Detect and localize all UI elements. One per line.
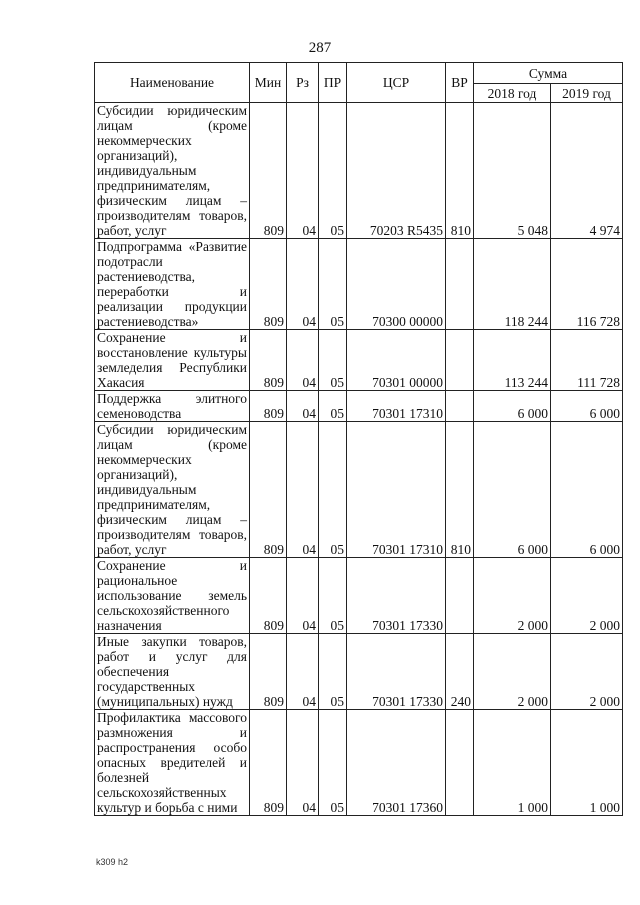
row-amount-2019: 6 000 [551, 422, 623, 558]
row-rz: 04 [287, 103, 319, 239]
row-amount-2018: 1 000 [474, 710, 551, 816]
header-name: Наименование [95, 63, 250, 103]
row-pr: 05 [319, 103, 347, 239]
row-csr: 70301 17360 [347, 710, 446, 816]
table-row [95, 558, 623, 634]
row-name: Субсидии юридическим лицам (кроме некоммерческих организаций), индивидуальным предпринимателям, физическим лицам – производителям товаров, работ, услуг [95, 103, 250, 239]
row-csr: 70301 17310 [347, 391, 446, 422]
table-body [95, 103, 623, 816]
row-csr: 70203 R5435 [347, 103, 446, 239]
row-min: 809 [250, 330, 287, 391]
table-row [95, 330, 623, 391]
header-min: Мин [250, 63, 287, 103]
row-rz: 04 [287, 391, 319, 422]
row-rz: 04 [287, 558, 319, 634]
header-sum: Сумма [474, 63, 623, 84]
row-vr [446, 710, 474, 816]
row-vr: 810 [446, 103, 474, 239]
table-row [95, 710, 623, 816]
row-vr [446, 391, 474, 422]
row-pr: 05 [319, 634, 347, 710]
budget-table [94, 62, 623, 816]
row-name: Профилактика массового размножения и распространения особо опасных вредителей и болезней сельскохозяйственных культур и борьба с ними [95, 710, 250, 816]
row-rz: 04 [287, 239, 319, 330]
row-min: 809 [250, 558, 287, 634]
row-min: 809 [250, 634, 287, 710]
row-name: Субсидии юридическим лицам (кроме некоммерческих организаций), индивидуальным предпринимателям, физическим лицам – производителям товаров, работ, услуг [95, 422, 250, 558]
row-vr [446, 558, 474, 634]
row-amount-2018: 2 000 [474, 634, 551, 710]
row-amount-2019: 6 000 [551, 391, 623, 422]
row-csr: 70301 17330 [347, 634, 446, 710]
row-name: Иные закупки товаров, работ и услуг для обеспечения государственных (муниципальных) нужд [95, 634, 250, 710]
row-amount-2018: 2 000 [474, 558, 551, 634]
row-amount-2018: 6 000 [474, 391, 551, 422]
table-row [95, 391, 623, 422]
row-pr: 05 [319, 710, 347, 816]
row-name: Подпрограмма «Развитие подотрасли растениеводства, переработки и реализации продукции растениеводства» [95, 239, 250, 330]
row-min: 809 [250, 422, 287, 558]
row-amount-2019: 2 000 [551, 634, 623, 710]
row-amount-2018: 118 244 [474, 239, 551, 330]
row-min: 809 [250, 239, 287, 330]
row-name: Сохранение и рациональное использование земель сельскохозяйственного назначения [95, 558, 250, 634]
row-pr: 05 [319, 391, 347, 422]
row-vr: 810 [446, 422, 474, 558]
row-pr: 05 [319, 558, 347, 634]
header-rz: Рз [287, 63, 319, 103]
header-csr: ЦСР [347, 63, 446, 103]
row-csr: 70301 17330 [347, 558, 446, 634]
row-vr [446, 239, 474, 330]
row-csr: 70301 00000 [347, 330, 446, 391]
header-pr: ПР [319, 63, 347, 103]
row-csr: 70301 17310 [347, 422, 446, 558]
header-vr: ВР [446, 63, 474, 103]
row-rz: 04 [287, 422, 319, 558]
footer-code: k309 h2 [96, 857, 129, 867]
row-name: Сохранение и восстановление культуры земледелия Республики Хакасия [95, 330, 250, 391]
header-2019: 2019 год [551, 84, 623, 103]
table-row [95, 634, 623, 710]
table-row [95, 103, 623, 239]
row-pr: 05 [319, 239, 347, 330]
row-amount-2018: 113 244 [474, 330, 551, 391]
row-vr [446, 330, 474, 391]
row-rz: 04 [287, 330, 319, 391]
table-row [95, 239, 623, 330]
row-min: 809 [250, 710, 287, 816]
row-amount-2019: 111 728 [551, 330, 623, 391]
row-amount-2019: 116 728 [551, 239, 623, 330]
row-name: Поддержка элитного семеноводства [95, 391, 250, 422]
row-min: 809 [250, 391, 287, 422]
row-rz: 04 [287, 634, 319, 710]
row-amount-2019: 2 000 [551, 558, 623, 634]
row-pr: 05 [319, 422, 347, 558]
header-2018: 2018 год [474, 84, 551, 103]
row-vr: 240 [446, 634, 474, 710]
table-row [95, 422, 623, 558]
row-amount-2018: 5 048 [474, 103, 551, 239]
row-amount-2018: 6 000 [474, 422, 551, 558]
page-number: 287 [308, 40, 332, 56]
row-amount-2019: 1 000 [551, 710, 623, 816]
row-amount-2019: 4 974 [551, 103, 623, 239]
row-rz: 04 [287, 710, 319, 816]
row-csr: 70300 00000 [347, 239, 446, 330]
row-pr: 05 [319, 330, 347, 391]
row-min: 809 [250, 103, 287, 239]
